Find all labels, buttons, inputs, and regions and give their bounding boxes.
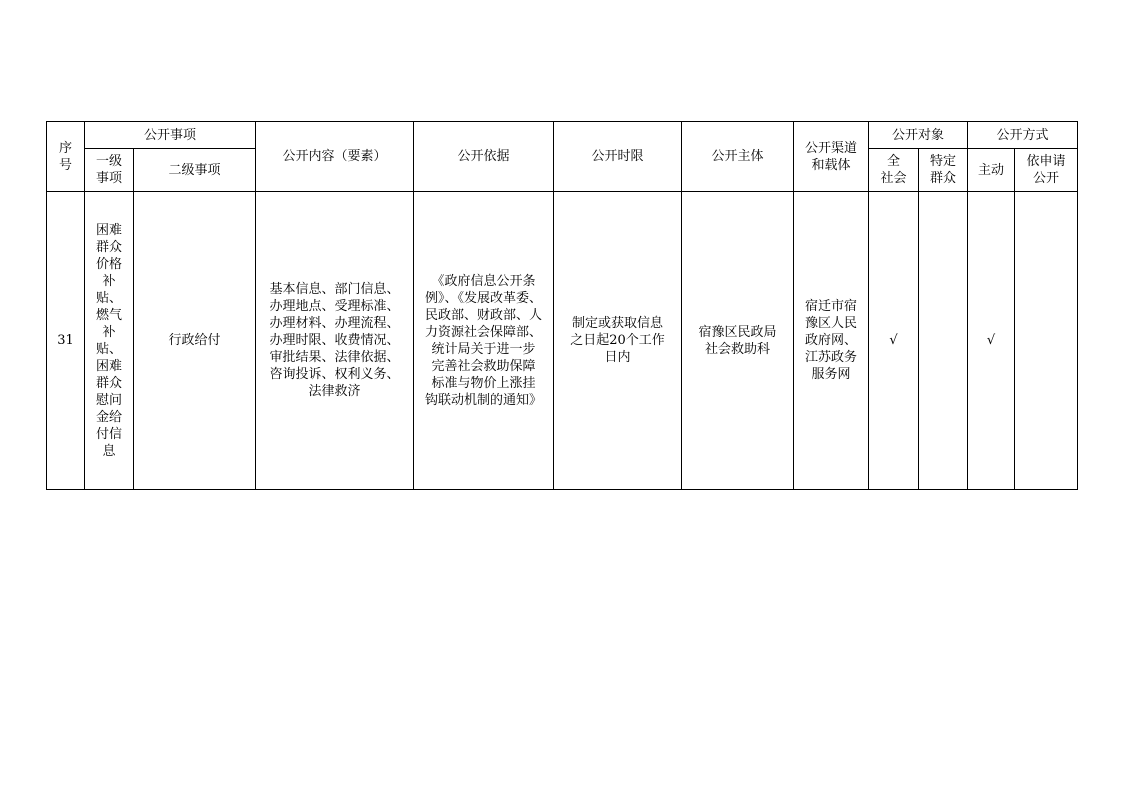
header-basis: 公开依据 xyxy=(414,122,554,192)
header-audience-specific: 特定 群众 xyxy=(919,149,968,192)
cell-method-active: √ xyxy=(968,192,1015,490)
header-subject: 公开主体 xyxy=(682,122,794,192)
header-time-limit: 公开时限 xyxy=(554,122,682,192)
header-items: 公开事项 xyxy=(85,122,256,149)
header-audience: 公开对象 xyxy=(869,122,968,149)
header-level2: 二级事项 xyxy=(134,149,256,192)
header-method-request: 依申请 公开 xyxy=(1015,149,1078,192)
cell-audience-all: √ xyxy=(869,192,919,490)
cell-content: 基本信息、部门信息、 办理地点、受理标准、 办理材料、办理流程、 办理时限、收费情况、 审批结果、法律依据、 咨询投诉、权利义务、 法律救济 xyxy=(256,192,414,490)
disclosure-table xyxy=(46,121,1078,490)
cell-audience-specific xyxy=(919,192,968,490)
table-row xyxy=(47,192,1078,490)
cell-channel: 宿迁市宿 豫区人民 政府网、 江苏政务 服务网 xyxy=(794,192,869,490)
cell-level1: 困难 群众 价格 补 贴、 燃气 补 贴、 困难 群众 慰问 金给 付信 息 xyxy=(85,192,134,490)
cell-seq: 31 xyxy=(47,192,85,490)
cell-time-limit: 制定或获取信息 之日起20个工作 日内 xyxy=(554,192,682,490)
header-level1: 一级 事项 xyxy=(85,149,134,192)
header-method-active: 主动 xyxy=(968,149,1015,192)
header-content: 公开内容（要素） xyxy=(256,122,414,192)
header-row-1 xyxy=(47,122,1078,149)
cell-level2: 行政给付 xyxy=(134,192,256,490)
header-audience-all: 全 社会 xyxy=(869,149,919,192)
cell-subject: 宿豫区民政局 社会救助科 xyxy=(682,192,794,490)
header-method: 公开方式 xyxy=(968,122,1078,149)
cell-basis: 《政府信息公开条 例》、《发展改革委、 民政部、财政部、人 力资源社会保障部、 统计局关于进一步 完善社会救助保障 标准与物价上涨挂 钩联动机制的通知》 xyxy=(414,192,554,490)
header-seq: 序 号 xyxy=(47,122,85,192)
cell-method-request xyxy=(1015,192,1078,490)
header-channel: 公开渠道 和载体 xyxy=(794,122,869,192)
